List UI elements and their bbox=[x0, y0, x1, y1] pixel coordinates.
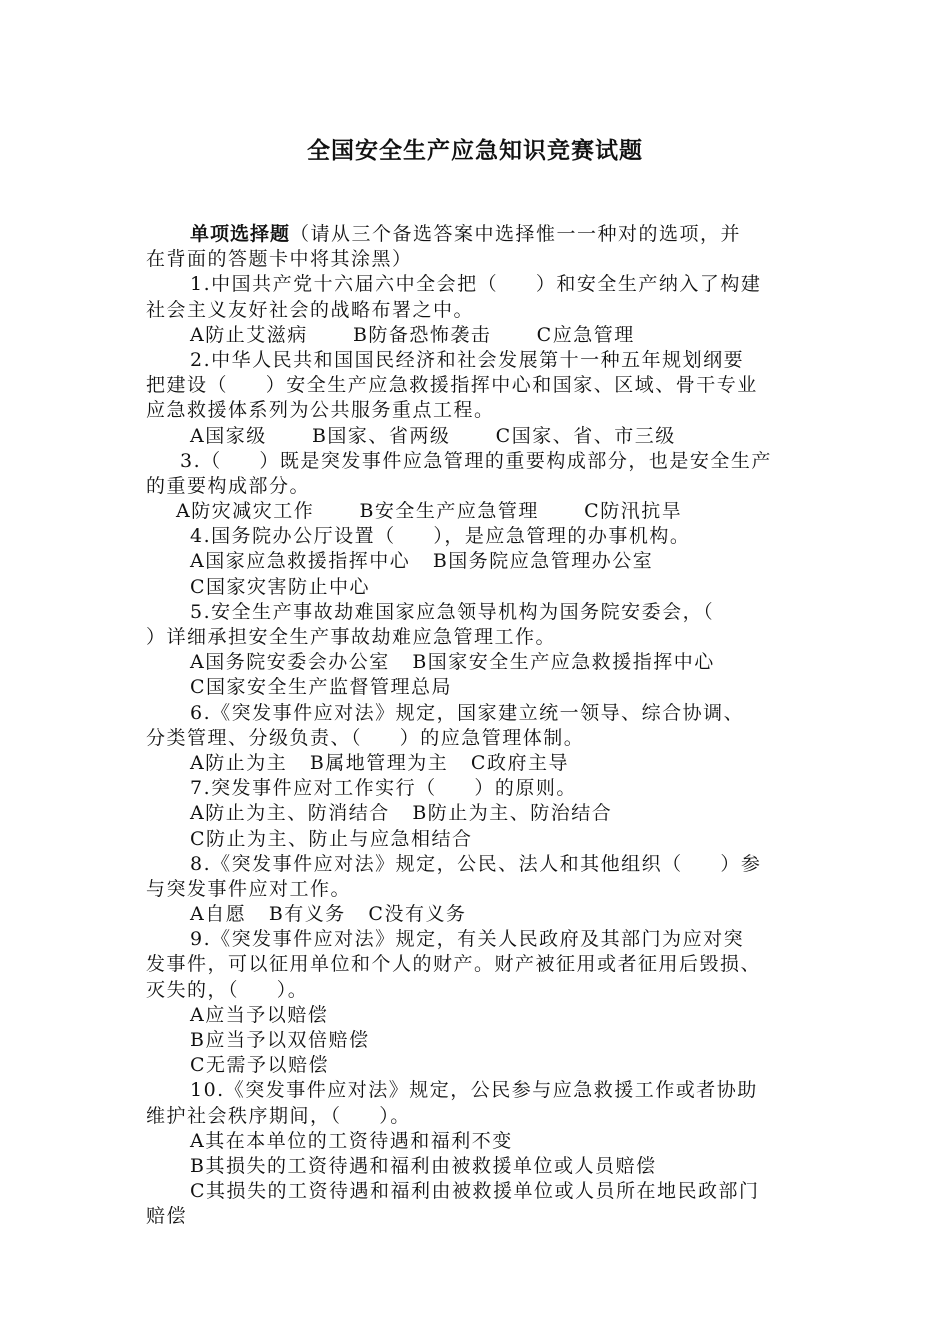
question-4-options-1: A国家应急救援指挥中心 B国务院应急管理办公室 bbox=[190, 550, 654, 573]
question-9-option-a: A应当予以赔偿 bbox=[190, 1003, 329, 1026]
question-1-options: A防止艾滋病 B防备恐怖袭击 C应急管理 bbox=[190, 323, 635, 346]
question-10-line-1: 10.《突发事件应对法》规定，公民参与应急救援工作或者协助 bbox=[190, 1079, 758, 1102]
question-2-line-2: 把建设（ ）安全生产应急救援指挥中心和国家、区域、骨干专业 bbox=[146, 374, 758, 397]
section-heading: 单项选择题 bbox=[190, 223, 291, 245]
question-9-option-b: B应当予以双倍赔偿 bbox=[190, 1029, 370, 1051]
question-4-line-1: 4.国务院办公厅设置（ ），是应急管理的办事机构。 bbox=[190, 525, 691, 548]
section-note-continued: 在背面的答题卡中将其涂黑） bbox=[146, 248, 413, 271]
question-10-option-b: B其损失的工资待遇和福利由被救援单位或人员赔偿 bbox=[190, 1154, 657, 1177]
question-1-line-2: 社会主义友好社会的战略布署之中。 bbox=[146, 298, 475, 321]
question-8-options: A自愿 B有义务 C没有义务 bbox=[190, 903, 467, 926]
question-7-line-1: 7.突发事件应对工作实行（ ）的原则。 bbox=[190, 777, 577, 800]
question-5-line-2: ）详细承担安全生产事故劫难应急管理工作。 bbox=[146, 626, 557, 648]
question-10-option-c-continued: 赔偿 bbox=[146, 1205, 188, 1228]
question-9-line-3: 灭失的，（ ）。 bbox=[146, 978, 309, 1001]
section-intro bbox=[146, 222, 811, 247]
question-3-options: A防灾减灾工作 B安全生产应急管理 C防汛抗旱 bbox=[176, 500, 683, 523]
question-7-options-1: A防止为主、防消结合 B防止为主、防治结合 bbox=[190, 802, 613, 825]
question-9-line-1: 9.《突发事件应对法》规定，有关人民政府及其部门为应对突 bbox=[190, 928, 745, 951]
question-8-line-1: 8.《突发事件应对法》规定，公民、法人和其他组织（ ）参 bbox=[190, 852, 762, 875]
question-9-line-2: 发事件，可以征用单位和个人的财产。财产被征用或者征用后毁损、 bbox=[146, 953, 762, 976]
question-6-line-2: 分类管理、分级负责、（ ）的应急管理体制。 bbox=[146, 726, 585, 749]
question-5-options-2: C国家安全生产监督管理总局 bbox=[190, 676, 453, 699]
question-2-line-1: 2.中华人民共和国国民经济和社会发展第十一种五年规划纲要 bbox=[190, 348, 745, 371]
document-title: 全国安全生产应急知识竞赛试题 bbox=[307, 138, 643, 164]
question-3-line-1: 3.（ ）既是突发事件应急管理的重要构成部分，也是安全生产 bbox=[180, 449, 772, 472]
question-6-options: A防止为主 B属地管理为主 C政府主导 bbox=[190, 751, 569, 774]
question-6-line-1: 6.《突发事件应对法》规定，国家建立统一领导、综合协调、 bbox=[190, 701, 745, 724]
question-7-options-2: C防止为主、防止与应急相结合 bbox=[190, 827, 473, 850]
question-9-option-c: C无需予以赔偿 bbox=[190, 1054, 330, 1077]
question-5-options-1: A国务院安委会办公室 B国家安全生产应急救援指挥中心 bbox=[190, 651, 715, 674]
question-3-line-2: 的重要构成部分。 bbox=[146, 474, 311, 497]
section-note: （请从三个备选答案中选择惟一一种对的选项，并 bbox=[290, 223, 742, 245]
question-body bbox=[146, 222, 811, 1230]
question-5-line-1: 5.安全生产事故劫难国家应急领导机构为国务院安委会，（ bbox=[190, 600, 715, 623]
question-10-option-c: C其损失的工资待遇和福利由被救援单位或人员所在地民政部门 bbox=[190, 1180, 760, 1203]
question-4-options-2: C国家灾害防止中心 bbox=[190, 575, 371, 598]
question-10-line-2: 维护社会秩序期间，（ ）。 bbox=[146, 1104, 411, 1127]
question-1-line-1: 1.中国共产党十六届六中全会把（ ）和安全生产纳入了构建 bbox=[190, 273, 762, 296]
question-2-options: A国家级 B国家、省两级 C国家、省、市三级 bbox=[190, 424, 676, 447]
question-8-line-2: 与突发事件应对工作。 bbox=[146, 877, 352, 900]
question-10-option-a: A其在本单位的工资待遇和福利不变 bbox=[190, 1129, 513, 1152]
question-2-line-3: 应急救援体系列为公共服务重点工程。 bbox=[146, 399, 495, 422]
